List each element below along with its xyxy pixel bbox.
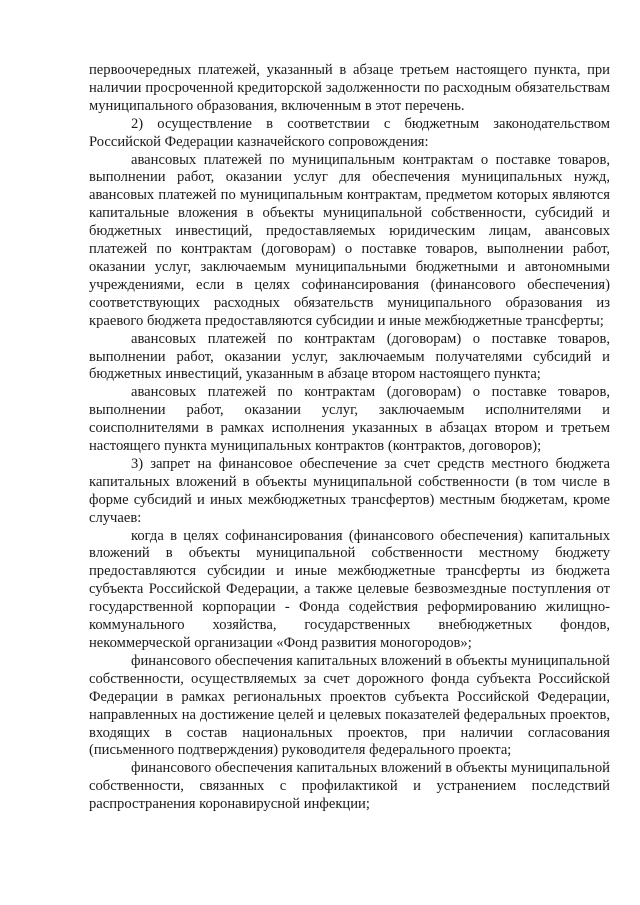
document-page bbox=[89, 62, 610, 814]
paragraph-advance-payments-executors: авансовых платежей по контрактам (договорам) о поставке товаров, выполнении работ, оказании услуг, заключаемым исполнителями и соисполнителями в рамках исполнения указанных в абзацах втором и третьем настоящего пункта муниципальных контрактов (контрактов, договоров); bbox=[89, 384, 610, 455]
paragraph-advance-payments-municipal: авансовых платежей по муниципальным контрактам о поставке товаров, выполнении работ, оказании услуг для обеспечения муниципальных нужд, авансовых платежей по муниципальным контрактам, предметом которых являются капитальные вложения в объекты муниципальной собственности, субсидий и бюджетных инвестиций, предоставляемых юридическим лицам, авансовых платежей по контрактам (договорам) о поставке товаров, выполнении работ, оказании услуг, заключаемым муниципальными бюджетными и автономными учреждениями, если в целях софинансирования (финансового обеспечения) соответствующих расходных обязательств муниципального образования из краевого бюджета предоставляются субсидии и иные межбюджетные трансферты; bbox=[89, 151, 610, 329]
paragraph-item-2: 2) осуществление в соответствии с бюджетным законодательством Российской Федерации казначейского сопровождения: bbox=[89, 115, 610, 150]
paragraph-coronavirus-case: финансового обеспечения капитальных вложений в объекты муниципальной собственности, связанных с профилактикой и устранением последствий распространения коронавирусной инфекции; bbox=[89, 760, 610, 813]
paragraph-advance-payments-subsidy-recipients: авансовых платежей по контрактам (договорам) о поставке товаров, выполнении работ, оказании услуг, заключаемым получателями субсидий и бюджетных инвестиций, указанным в абзаце втором настоящего пункта; bbox=[89, 330, 610, 383]
paragraph-item-3: 3) запрет на финансовое обеспечение за счет средств местного бюджета капитальных вложений в объекты муниципальной собственности (в том числе в форме субсидий и иных межбюджетных трансфертов) местным бюджетам, кроме случаев: bbox=[89, 455, 610, 526]
paragraph-road-fund-case: финансового обеспечения капитальных вложений в объекты муниципальной собственности, осуществляемых за счет дорожного фонда субъекта Российской Федерации в рамках региональных проектов субъекта Российской Федерации, направленных на достижение целей и целевых показателей федеральных проектов, входящих в состав национальных проектов, при наличии согласования (письменного подтверждения) руководителя федерального проекта; bbox=[89, 652, 610, 759]
paragraph-cofinancing-case: когда в целях софинансирования (финансового обеспечения) капитальных вложений в объекты муниципальной собственности местному бюджету предоставляются субсидии и иные межбюджетные трансферты из бюджета субъекта Российской Федерации, а также целевые безвозмездные поступления от государственной корпорации - Фонда содействия реформированию жилищно-коммунального хозяйства, государственных внебюджетных фондов, некоммерческой организации «Фонд развития моногородов»; bbox=[89, 527, 610, 651]
paragraph-continuation: первоочередных платежей, указанный в абзаце третьем настоящего пункта, при наличии просроченной кредиторской задолженности по расходным обязательствам муниципального образования, включенным в этот перечень. bbox=[89, 62, 610, 114]
